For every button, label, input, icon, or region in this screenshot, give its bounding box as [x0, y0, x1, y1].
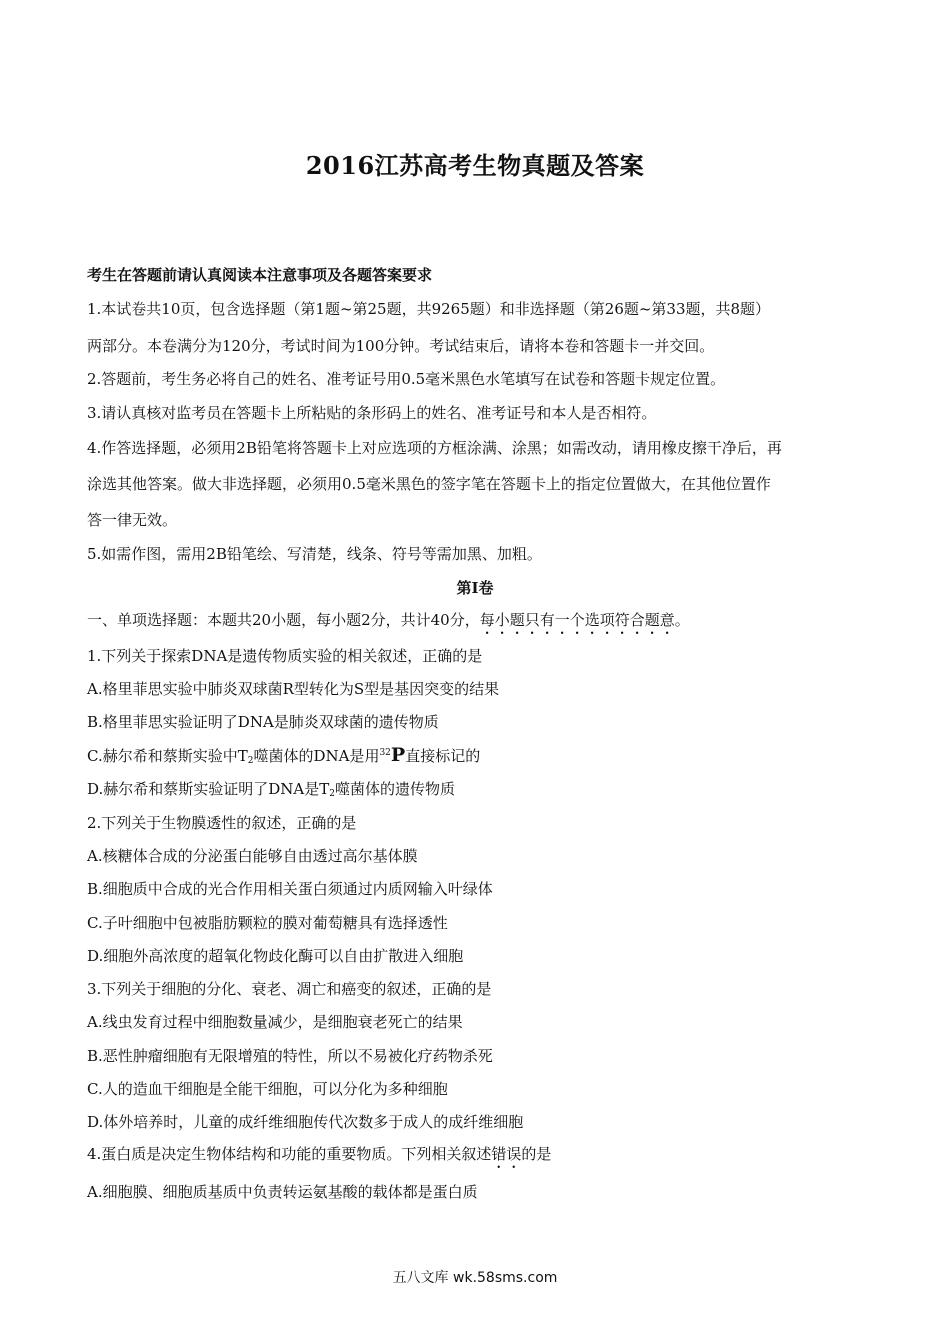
option-c-text: C.赫尔希和蔡斯实验中T	[87, 747, 248, 765]
subscript: 2	[247, 756, 254, 766]
section-intro	[87, 610, 690, 638]
notice-line: 1.本试卷共10页，包含选择题（第1题~第25题，共9265题）和非选择题（第26题~第33题，共8题）	[87, 300, 771, 318]
question-2-option-b: B.细胞质中合成的光合作用相关蛋白须通过内质网输入叶绿体	[87, 880, 493, 898]
notice-line: 5.如需作图，需用2B铅笔绘、写清楚，线条、符号等需加黑、加粗。	[87, 545, 542, 563]
notice-heading: 考生在答题前请认真阅读本注意事项及各题答案要求	[87, 266, 433, 284]
notice-line: 答一律无效。	[87, 511, 178, 529]
option-c-text: 直接标记的	[405, 747, 481, 765]
page-title: 2016江苏高考生物真题及答案	[305, 151, 645, 180]
section-title: 第Ⅰ卷	[456, 579, 494, 597]
subscript: 2	[329, 789, 335, 799]
notice-line: 两部分。本卷满分为120分，考试时间为100分钟。考试结束后，请将本卷和答题卡一并交回。	[87, 337, 715, 355]
option-d-text: D.赫尔希和蔡斯实验证明了DNA是T	[87, 780, 330, 798]
notice-line: 2.答题前，考生务必将自己的姓名、准考证号用0.5毫米黑色水笔填写在试卷和答题卡规定位置。	[87, 370, 726, 388]
question-2-option-c: C.子叶细胞中包被脂肪颗粒的膜对葡萄糖具有选择透性	[87, 914, 448, 932]
notice-line: 3.请认真核对监考员在答题卡上所粘贴的条形码上的姓名、准考证号和本人是否相符。	[87, 404, 657, 422]
question-1-option-c	[87, 745, 480, 766]
question-3-option-b: B.恶性肿瘤细胞有无限增殖的特性，所以不易被化疗药物杀死	[87, 1047, 493, 1065]
question-1-option-a: A.格里菲思实验中肺炎双球菌R型转化为S型是基因突变的结果	[87, 680, 500, 698]
question-2-option-d: D.细胞外高浓度的超氧化物歧化酶可以自由扩散进入细胞	[87, 947, 464, 965]
notice-line: 涂选其他答案。做大非选择题，必须用0.5毫米黑色的签字笔在答题卡上的指定位置做大，在其他位置作	[87, 475, 771, 493]
question-4-stem-text: 4.蛋白质是决定生物体结构和功能的重要物质。下列相关叙述	[87, 1145, 492, 1163]
question-3-option-d: D.体外培养时，儿童的成纤维细胞传代次数多于成人的成纤维细胞	[87, 1113, 524, 1131]
section-intro-text: 一、单项选择题：本题共20小题，每小题2分，共计40分，	[87, 611, 480, 629]
section-intro-end: 。	[674, 611, 690, 629]
question-4-option-a: A.细胞膜、细胞质基质中负责转运氨基酸的载体都是蛋白质	[87, 1183, 478, 1201]
question-3-option-c: C.人的造血干细胞是全能干细胞，可以分化为多种细胞	[87, 1080, 448, 1098]
notice-line: 4.作答选择题，必须用2B铅笔将答题卡上对应选项的方框涂满、涂黑；如需改动，请用橡皮擦干净后，再	[87, 439, 782, 457]
question-1-option-d	[87, 779, 455, 799]
question-3-option-a: A.线虫发育过程中细胞数量减少，是细胞衰老死亡的结果	[87, 1013, 463, 1031]
phosphorus-symbol: P	[390, 744, 406, 766]
section-intro-emphasis: 每小题只有一个选项符合题意	[479, 611, 675, 629]
question-3-stem: 3.下列关于细胞的分化、衰老、凋亡和癌变的叙述，正确的是	[87, 980, 492, 998]
option-c-text: 噬菌体的DNA是用	[253, 747, 380, 765]
question-2-stem: 2.下列关于生物膜透性的叙述，正确的是	[87, 814, 357, 832]
question-1-option-b: B.格里菲思实验证明了DNA是肺炎双球菌的遗传物质	[87, 713, 439, 731]
question-4-emphasis: 错误	[491, 1145, 522, 1163]
question-1-stem: 1.下列关于探索DNA是遗传物质实验的相关叙述，正确的是	[87, 647, 483, 665]
option-d-text: 噬菌体的遗传物质	[334, 780, 455, 798]
footer-watermark: 五八文库 wk.58sms.com	[392, 1270, 558, 1286]
question-4-stem-end: 的是	[521, 1145, 552, 1163]
question-4-stem	[87, 1144, 551, 1172]
question-2-option-a: A.核糖体合成的分泌蛋白能够自由透过高尔基体膜	[87, 847, 418, 865]
superscript: 32	[379, 748, 391, 758]
